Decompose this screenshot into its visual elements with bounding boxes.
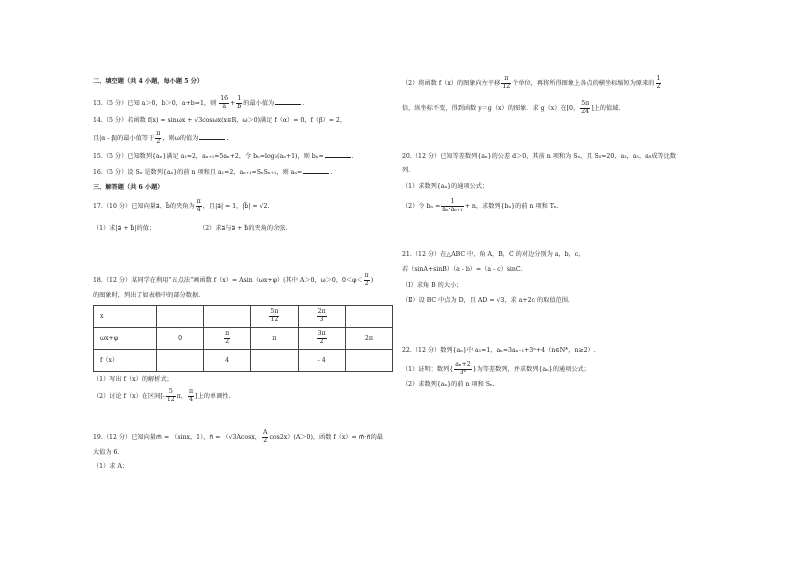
question-21-line2: 若（sinA+sinB）（a - b）=（a - c）sinC. [402, 266, 523, 273]
fraction: $\frac{\pi}{2}$ [156, 130, 161, 145]
question-19-part1: （1）求 A； [93, 463, 129, 470]
question-18: 18.（12 分）某同学在利用“五点法”画函数 f（x）= Asin（ωx+φ）(其中 A＞0，ω＞0，0＜φ＜ $\frac{\pi}{2}$ ) [93, 272, 374, 287]
question-14-line1: 14.（5 分）若函数 f(x) = sinωx + √3cosωx(x∈R，ω＞0)满足 f（α）= 0，f（β）= 2， [93, 117, 347, 124]
question-15: 15.（5 分）已知数列{aₙ}满足 a₁=2，aₙ₊₁=5aₙ+2，令 bₙ=log₃(aₙ+1)，则 bₙ= . [93, 153, 354, 160]
question-20-part1: （1）求数列{aₙ}的通项公式； [402, 183, 489, 190]
fraction: $\frac{16}{a}$ [220, 95, 229, 110]
question-18-part2: （2）讨论 f（x）在区间[- $\frac{5}{12}$ π， $\frac{\pi}{4}$ ]上的单调性. [93, 388, 231, 403]
answer-blank [199, 139, 225, 140]
question-19: 19.（12 分）已知向量m⃗ = （sinx，1），n⃗ = （√3Acosx， $\frac{A}{2}$ cos2x）(A＞0)，函数 f（x）= m⃗·n⃗的最 [93, 429, 383, 444]
question-17-parts: （1）求|a⃗ + b⃗|的值； （2）求a⃗与a⃗ + b⃗的夹角的余弦. [93, 225, 288, 232]
fraction: $\frac{1}{2}$ [656, 75, 661, 90]
fraction: $\frac{\pi}{4}$ [189, 388, 194, 403]
section-fill-in-heading: 二、填空题（共 4 小题，每小题 5 分） [93, 78, 204, 85]
question-18-line2: 的图象时，列出了如表格中的部分数据. [93, 292, 201, 299]
question-16: 16.（5 分）设 Sₙ 是数列{aₙ}的前 n 项和且 a₁=2，aₙ₊₁=SₙSₙ₊₁，则 aₙ= . [93, 169, 333, 176]
question-21-part2: （Ⅱ）设 BC 中点为 D，且 AD = √3，求 a+2c 的取值范围. [402, 297, 570, 304]
question-19-line2: 大值为 6. [93, 449, 120, 456]
question-20-line2: 列. [402, 167, 411, 174]
section-solutions-heading: 三、解答题（共 6 小题） [93, 184, 164, 191]
question-14-line2: 且|α - β|的最小值等于 $\frac{\pi}{2}$ ，则ω的值为 . [93, 130, 229, 145]
fraction: $\frac{1}{b}$ [237, 95, 242, 110]
question-17: 17.（10 分）已知向量a⃗、b⃗的夹角为 $\frac{\pi}{4}$ ，且|a⃗| = 1，|b⃗| = √2. [93, 198, 270, 213]
question-19-part2: （2）将函数 f（x）的图象向左平移 $\frac{\pi}{12}$ 个单位，再将所得图象上各点的横坐标缩短为原来的 $\frac{1}{2}$ [402, 75, 661, 90]
question-18-part1: （1）写出 f（x）的解析式； [93, 376, 173, 383]
answer-blank [325, 157, 351, 158]
question-21: 21.（12 分）在△ABC 中，角 A，B，C 的对边分别为 a，b，c， [402, 251, 585, 258]
question-21-part1: （Ⅰ）求角 B 的大小； [402, 282, 463, 289]
question-20: 20.（12 分）已知等差数列{aₙ}的公差 d＞0，其前 n 项和为 Sₙ，且 S₅=20，a₃，a₅，a₈成等比数 [402, 153, 677, 160]
fraction: $\frac{A}{2}$ [262, 429, 268, 444]
answer-blank [303, 173, 329, 174]
fraction: $\frac{5}{12}$ [166, 388, 175, 403]
fraction: $\frac{\pi}{4}$ [196, 198, 201, 213]
question-13: 13.（5 分）已知 a＞0，b＞0，a+b=1，则 $\frac{16}{a}$ + $\frac{1}{b}$ 的最小值为 . [93, 95, 305, 110]
answer-blank [275, 104, 301, 105]
question-22-part1: （1）证明：数列{ $\frac{\text{aₙ+2}}{\text{3ⁿ}}$ }为等差数列，并求数列{aₙ}的通项公式； [402, 361, 590, 376]
fraction: $\frac{\pi}{2}$ [364, 272, 369, 287]
question-20-part2: （2）令 bₙ = $\frac{1}{\text{aₙ·aₙ₊₁}}$ + n，求数列{bₙ}的前 n 项和 Tₙ. [402, 198, 559, 213]
fraction: $\frac{\text{aₙ+2}}{\text{3ⁿ}}$ [455, 361, 471, 376]
question-22: 22.（12 分）数列{aₙ}中 a₁=1，aₙ=3aₙ₋₁+3ⁿ+4（n∈N*，n≥2）. [402, 347, 596, 354]
table-row: f（x） 4 - 4 [94, 350, 393, 372]
question-19-part2-line2: 倍，纵坐标不变，得到函数 y＝g（x）的图象．求 g（x）在[0， $\frac{5\pi}{24}$ ]上的值域. [402, 100, 621, 115]
fraction: $\frac{\pi}{12}$ [502, 75, 511, 90]
fraction: $\frac{5\pi}{24}$ [581, 100, 590, 115]
fraction: $\frac{1}{\text{aₙ·aₙ₊₁}}$ [442, 198, 463, 213]
question-22-part2: （2）求数列{aₙ}的前 n 项和 Sₙ. [402, 381, 495, 388]
data-table [93, 305, 393, 372]
table-row: ωx+φ 0 $\frac{\pi}{2}$ π $\frac{3\pi}{2}$ 2π [94, 328, 393, 350]
table-row: x $\frac{5\pi}{12}$ $\frac{2\pi}{3}$ [94, 306, 393, 328]
